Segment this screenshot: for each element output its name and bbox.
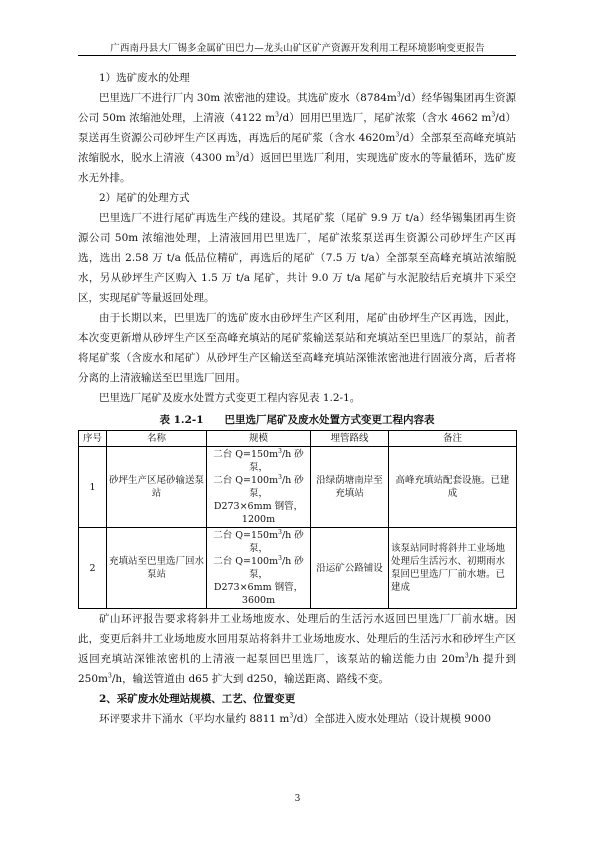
- table-header-cell: 埋管路线: [311, 431, 389, 447]
- table-header-cell: 规模: [207, 431, 311, 447]
- paragraph-table-reference: 巴里选厂尾矿及废水处置方式变更工程内容见表 1.2-1。: [99, 392, 361, 404]
- subheading-wastewater: 1）选矿废水的处理: [99, 72, 190, 84]
- row-note: 高峰充填站配套设施。已建成: [389, 447, 517, 528]
- running-header: 广西南丹县大厂锡多金属矿田巴力—龙头山矿区矿产资源开发利用工程环境影响变更报告: [110, 43, 485, 54]
- row-number: 2: [79, 528, 107, 609]
- table-row: [79, 528, 517, 609]
- table-header-cell: 名称: [107, 431, 207, 447]
- table-header-row: [79, 431, 517, 447]
- table-caption: 表 1.2-1 巴里选厂尾矿及废水处置方式变更工程内容表: [159, 414, 435, 426]
- change-content-table: [78, 430, 517, 609]
- table-header-cell: 备注: [389, 431, 517, 447]
- row-name: 充填站至巴里选厂回水泵站: [107, 528, 207, 609]
- page-number: 3: [294, 794, 301, 804]
- paragraph-change-reason: 由于长期以来，巴里选厂的选矿废水由砂坪生产区利用，尾矿由砂坪生产区再选，因此，本次变更新增从砂坪生产区至高峰充填站的尾矿浆输送泵站和充填站至巴里选厂的泵站，前者将尾矿浆（含废水和尾矿）从砂坪生产区输送至高峰充填站深锥浓密池进行固液分离，后者将分离的上清液输送至巴里选厂回用。: [78, 312, 516, 384]
- row-scale: 二台 $Q=150m^3/h$ 砂泵， 二台 $Q=100m^3/h$ 砂泵， D273×6mm 钢管， 1200m: [207, 447, 311, 528]
- subheading-tailings: 2）尾矿的处理方式: [99, 192, 190, 204]
- paragraph-wastewater: 巴里选厂不进行厂内 30m 浓密池的建设。其选矿废水$(8784m^3/d)$经华锡集团再生资源公司 50m 浓缩池处理，上清液（4122 $m^3/d$）回用巴里选厂，尾矿浓浆（含水 4662 $m^3/d$）泵送再生资源公司砂坪生产区再选，再选后的尾矿浆（含水 $4620m^3/d$）全部泵至高峰充填站浓缩脱水，脱水上清液（4300 $m^3/d$）返回巴里选厂利用，实现选矿废水的等量循环，选矿废水无外排。: [78, 91, 517, 184]
- paragraph-mine-water: 环评要求井下涌水（平均水量约 8811 $m^3/d$）全部进入废水处理站（设计规模 9000: [99, 712, 492, 725]
- row-number: 1: [79, 447, 107, 528]
- row-name: 砂坪生产区尾砂输送泵站: [107, 447, 207, 528]
- table-header-cell: 序号: [79, 431, 107, 447]
- row-route: 沿运矿公路铺设: [311, 528, 389, 609]
- section-heading-treatment-station: 2、采矿废水处理站规模、工艺、位置变更: [99, 693, 296, 705]
- paragraph-tailings: 巴里选厂不进行尾矿再选生产线的建设。其尾矿浆（尾矿 9.9 万 t/a）经华锡集团再生资源公司 50m 浓缩池处理，上清液回用巴里选厂，尾矿浓浆泵送再生资源公司砂坪生产区再选，选出 2.58 万 t/a 低品位精矿，再选后的尾矿（7.5 万 t/a）全部泵至高峰充填站浓缩脱水，另从砂坪生产区购入 1.5 万 t/a 尾矿，共计 9.0 万 t/a 尾矿与水泥胶结后充填井下采空区，实现尾矿等量返回处理。: [78, 212, 516, 304]
- row-note: 该泵站同时将斜井工业场地处理后生活污水、初期雨水泵回巴里选厂厂前水塘。已建成: [389, 528, 517, 609]
- paragraph-domestic-sewage: 矿山环评报告要求将斜井工业场地废水、处理后的生活污水返回巴里选厂厂前水塘。因此，变更后斜井工业场地废水回用泵站将斜井工业场地废水、处理后的生活污水和砂坪生产区返回充填站深锥浓密机的上清液一起泵回巴里选厂，该泵站的输送能力由 $20m^3/h$ 提升到 $250m^3/h$，输送管道由 d65 扩大到 d250，输送距离、路线不变。: [78, 613, 517, 685]
- table-row: [79, 447, 517, 528]
- header-divider: [78, 55, 516, 56]
- row-route: 沿绿荫塘南岸至充填站: [311, 447, 389, 528]
- row-scale: 二台 $Q=150m^3/h$ 砂泵， 二台 $Q=100m^3/h$ 砂泵， D273×6mm 钢管， 3600m: [207, 528, 311, 609]
- document-body: [78, 68, 516, 729]
